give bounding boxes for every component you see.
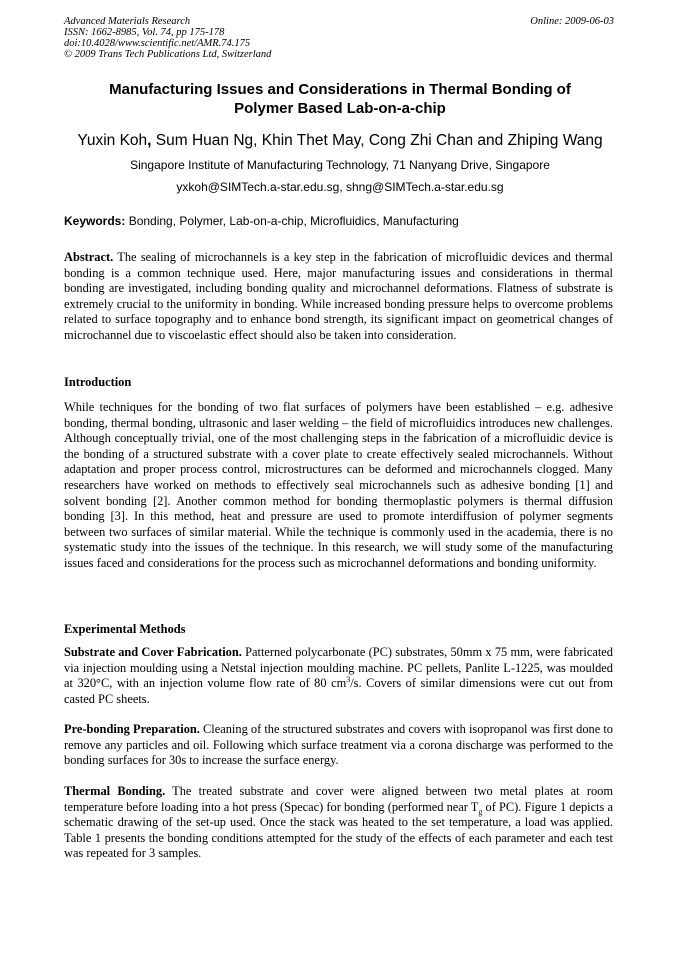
online-date: Online: 2009-06-03 (530, 16, 614, 27)
thermal-bonding-paragraph (64, 784, 613, 862)
prebonding-paragraph (64, 722, 613, 769)
author-emails: yxkoh@SIMTech.a-star.edu.sg, shng@SIMTech.a-star.edu.sg (176, 180, 504, 194)
abstract (64, 250, 613, 344)
title-line-1: Manufacturing Issues and Considerations in Thermal Bonding of (109, 81, 571, 98)
keywords-text: Bonding, Polymer, Lab-on-a-chip, Microfluidics, Manufacturing (125, 214, 459, 228)
substrate-label: Substrate and Cover Fabrication. (64, 645, 242, 659)
co-authors: Sum Huan Ng, Khin Thet May, Cong Zhi Chan and Zhiping Wang (155, 132, 603, 149)
substrate-paragraph (64, 645, 613, 707)
keywords-label: Keywords: (64, 214, 126, 228)
introduction-text: While techniques for the bonding of two flat surfaces of polymers have been established – e.g. adhesive bonding, thermal bonding, ultrasonic and laser welding – the field of microfluidics introduces new challenges. Although conceptually trivial, one of the most challenging steps in the fabrication of a microfluidic device is the bonding of a structured substrate with a cover plate to create effectively sealed microchannels. Without adaptation and proper process control, microstructures can be deformed and microchannels clogged. Many researchers have worked on methods to effectively seal microchannels such as adhesive bonding [1] and solvent bonding [2]. Another common method for bonding thermoplastic polymers is thermal diffusion bonding [3]. In this method, heat and pressure are used to promote interdiffusion of polymer segments between two surfaces of similar material. While the technique is commonly used in the academia, there is no systematic study into the issues of the technique. In this research, we will study some of the manufacturing issues faced and considerations for the process such as microchannel deformations and bonding uniformity. (64, 400, 613, 570)
first-author: Yuxin Koh (77, 132, 148, 149)
thermal-bonding-label: Thermal Bonding. (64, 784, 166, 798)
prebonding-text: Cleaning of the structured substrates and covers with isopropanol was first done to remove any particles and oil. Following which surface treatment via a corona discharge was performed to the bonding surfaces for 30s to increase the surface energy. (64, 722, 614, 768)
journal-issn: ISSN: 1662-8985, Vol. 74, pp 175-178 (64, 27, 225, 38)
thermal-bonding-text-1: The treated substrate and cover were aligned between two metal plates at room temperature before loading into a hot press (Specac) for bonding (performed near T (64, 784, 613, 814)
author-list (40, 131, 640, 151)
methods-heading: Experimental Methods (64, 622, 186, 636)
abstract-label: Abstract. (64, 250, 114, 264)
affiliation: Singapore Institute of Manufacturing Technology, 71 Nanyang Drive, Singapore (130, 158, 550, 172)
journal-copyright: © 2009 Trans Tech Publications Ltd, Switzerland (64, 49, 272, 60)
introduction-heading: Introduction (64, 375, 132, 389)
substrate-superscript: 3 (346, 675, 351, 685)
thermal-bonding-text-2: of PC). Figure 1 depicts a schematic drawing of the set-up used. Once the stack was heated to the set temperature, a load was applied. Table 1 presents the bonding conditions attempted for the study of the effects of each parameter and each test was repeated for 3 samples. (64, 799, 613, 861)
abstract-text: The sealing of microchannels is a key step in the fabrication of microfluidic devices and thermal bonding is a common technique used. Here, major manufacturing issues and considerations in thermal bonding are investigated, including bonding quality and microchannel deformations. Flatness of substrate is extremely crucial to the uniformity in bonding. While increased bonding pressure helps to overcome problems related to surface topography and to enhance bond strength, its significant impact on geometrical changes of microchannel due to viscoelastic effect should also be taken into consideration. (64, 250, 613, 342)
author-separator: , (147, 132, 156, 149)
keywords (64, 214, 614, 229)
thermal-bonding-subscript: g (478, 807, 483, 817)
journal-name: Advanced Materials Research (64, 16, 191, 27)
substrate-text-2: /s. Covers of similar dimensions were cut out from casted PC sheets. (64, 676, 613, 706)
title-line-2: Polymer Based Lab-on-a-chip (234, 100, 446, 117)
substrate-text-1: Patterned polycarbonate (PC) substrates, 50mm x 75 mm, were fabricated via injection moulding using a Netstal injection moulding machine. PC pellets, Panlite L-1225, was moulded at 320°C, with an injection volume flow rate of 80 cm (64, 645, 613, 691)
journal-header (64, 16, 271, 60)
journal-doi: doi:10.4028/www.scientific.net/AMR.74.175 (64, 38, 251, 49)
paper-title (60, 80, 620, 118)
prebonding-label: Pre-bonding Preparation. (64, 722, 200, 736)
